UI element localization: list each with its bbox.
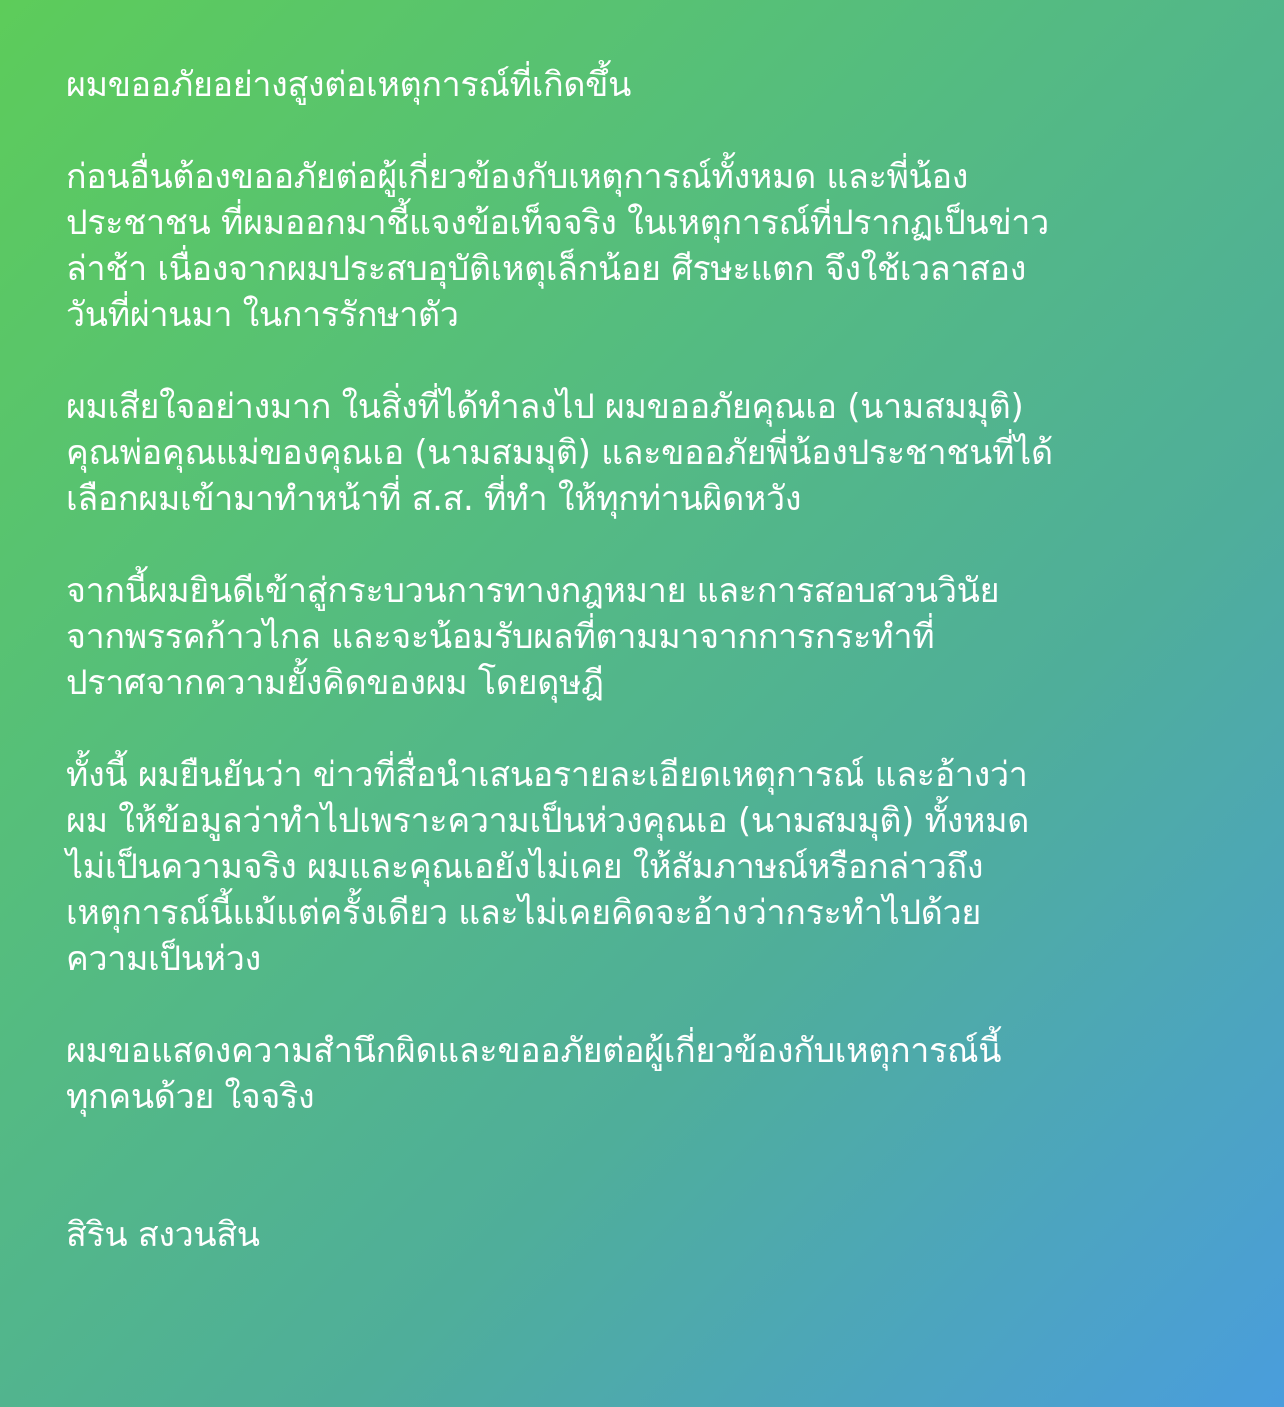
paragraph-line: ความเป็นห่วง [66,939,261,979]
signature: สิริน สงวนสิน [66,1215,260,1255]
paragraph-line: จากนี้ผมยินดีเข้าสู่กระบวนการทางกฎหมาย และการสอบสวนวินัย [66,571,1000,611]
paragraph-line: เหตุการณ์นี้แม้แต่ครั้งเดียว และไม่เคยคิดจะอ้างว่ากระทำไปด้วย [66,893,981,933]
paragraph-line: จากพรรคก้าวไกล และจะน้อมรับผลที่ตามมาจากการกระทำที่ [66,617,935,657]
paragraph-5 [66,1028,1226,1120]
paragraph-line: ทุกคนด้วย ใจจริง [66,1077,315,1117]
paragraph-line: วันที่ผ่านมา ในการรักษาตัว [66,295,459,335]
paragraph-line: ประชาชน ที่ผมออกมาชี้แจงข้อเท็จจริง ในเหตุการณ์ที่ปรากฏเป็นข่าว [66,203,1049,243]
paragraph-line: ผมเสียใจอย่างมาก ในสิ่งที่ได้ทำลงไป ผมขออภัยคุณเอ (นามสมมุติ) [66,387,1024,427]
paragraph-1 [66,154,1226,338]
paragraph-line: ผมขอแสดงความสำนึกผิดและขออภัยต่อผู้เกี่ยวข้องกับเหตุการณ์นี้ [66,1031,1002,1071]
paragraph-line: ไม่เป็นความจริง ผมและคุณเอยังไม่เคย ให้สัมภาษณ์หรือกล่าวถึง [66,847,984,887]
paragraph-line: ล่าช้า เนื่องจากผมประสบอุบัติเหตุเล็กน้อย ศีรษะแตก จึงใช้เวลาสอง [66,249,1027,289]
paragraph-line: คุณพ่อคุณแม่ของคุณเอ (นามสมมุติ) และขออภัยพี่น้องประชาชนที่ได้ [66,433,1053,473]
paragraph-line: ผม ให้ข้อมูลว่าทำไปเพราะความเป็นห่วงคุณเอ (นามสมมุติ) ทั้งหมด [66,801,1030,841]
paragraph-line: ก่อนอื่นต้องขออภัยต่อผู้เกี่ยวข้องกับเหตุการณ์ทั้งหมด และพี่น้อง [66,157,969,197]
statement [66,62,1226,1258]
paragraph-4 [66,752,1226,982]
paragraph-line: ทั้งนี้ ผมยืนยันว่า ข่าวที่สื่อนำเสนอรายละเอียดเหตุการณ์ และอ้างว่า [66,755,1028,795]
statement-title: ผมขออภัยอย่างสูงต่อเหตุการณ์ที่เกิดขึ้น [66,65,632,105]
paragraph-3 [66,568,1226,706]
paragraph-line: เลือกผมเข้ามาทำหน้าที่ ส.ส. ที่ทำ ให้ทุกท่านผิดหวัง [66,479,802,519]
paragraph-line: ปราศจากความยั้งคิดของผม โดยดุษฎี [66,663,604,703]
paragraph-2 [66,384,1226,522]
